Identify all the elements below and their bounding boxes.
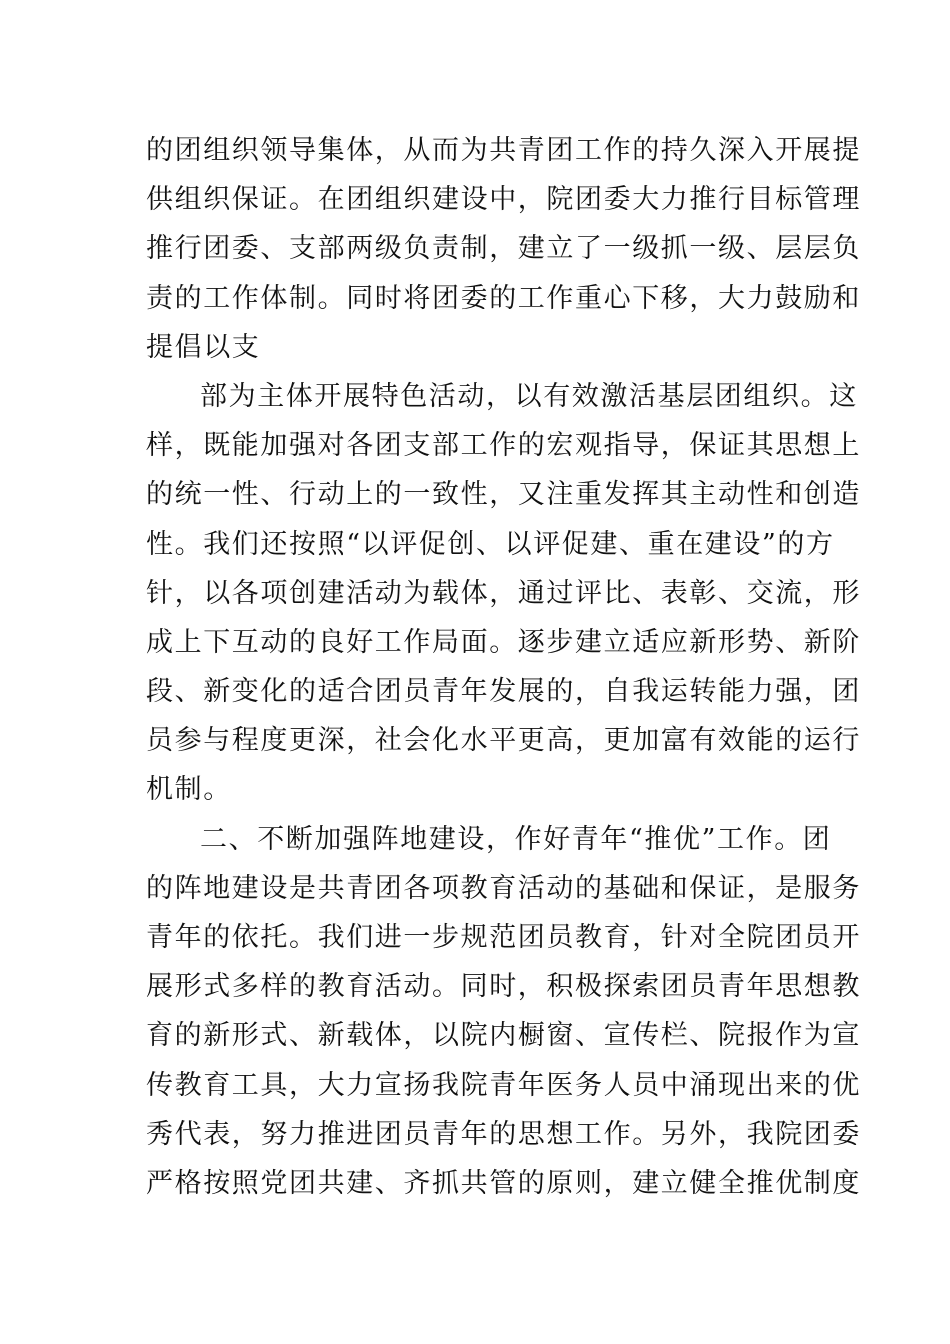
paragraph	[146, 372, 861, 815]
text-line: 传教育工具，大力宣扬我院青年医务人员中涌现出来的优	[146, 1069, 861, 1101]
text-line: 员参与程度更深，社会化水平更高，更加富有效能的运行	[146, 725, 861, 757]
text-line: 展形式多样的教育活动。同时，积极探索团员青年思想教	[146, 971, 861, 1003]
text-line: 部为主体开展特色活动，以有效激活基层团组织。这	[200, 380, 858, 412]
text-line: 秀代表，努力推进团员青年的思想工作。另外，我院团委	[146, 1118, 861, 1150]
text-line: 的团组织领导集体，从而为共青团工作的持久深入开展提	[146, 135, 861, 166]
text-line: 青年的依托。我们进一步规范团员教育，针对全院团员开	[146, 922, 861, 953]
paragraph	[146, 126, 861, 372]
text-line: 严格按照党团共建、齐抓共管的原则，建立健全推优制度	[146, 1167, 861, 1199]
text-line: 的阵地建设是共青团各项教育活动的基础和保证，是服务	[146, 872, 861, 904]
text-line: 推行团委、支部两级负责制，建立了一级抓一级、层层负	[146, 233, 861, 265]
text-line: 责的工作体制。同时将团委的工作重心下移，大力鼓励和	[146, 282, 861, 314]
text-line: 样，既能加强对各团支部工作的宏观指导，保证其思想上	[146, 430, 861, 462]
text-line: 针，以各项创建活动为载体，通过评比、表彰、交流，形	[146, 577, 861, 609]
text-line: 性。我们还按照“以评促创、以评促建、重在建设”的方	[146, 528, 835, 560]
text-line: 机制。	[146, 774, 232, 806]
text-line: 段、新变化的适合团员青年发展的，自我运转能力强，团	[146, 676, 861, 708]
text-line: 成上下互动的良好工作局面。逐步建立适应新形势、新阶	[146, 626, 861, 658]
text-line: 二、不断加强阵地建设，作好青年“推优”工作。团	[200, 823, 832, 855]
text-line: 提倡以支	[146, 331, 261, 363]
text-line: 的统一性、行动上的一致性，又注重发挥其主动性和创造	[146, 479, 861, 511]
text-line: 育的新形式、新载体，以院内橱窗、宣传栏、院报作为宣	[146, 1020, 861, 1052]
body-text	[146, 126, 861, 1208]
text-line: 供组织保证。在团组织建设中，院团委大力推行目标管理	[146, 184, 861, 216]
paragraph	[146, 815, 861, 1209]
